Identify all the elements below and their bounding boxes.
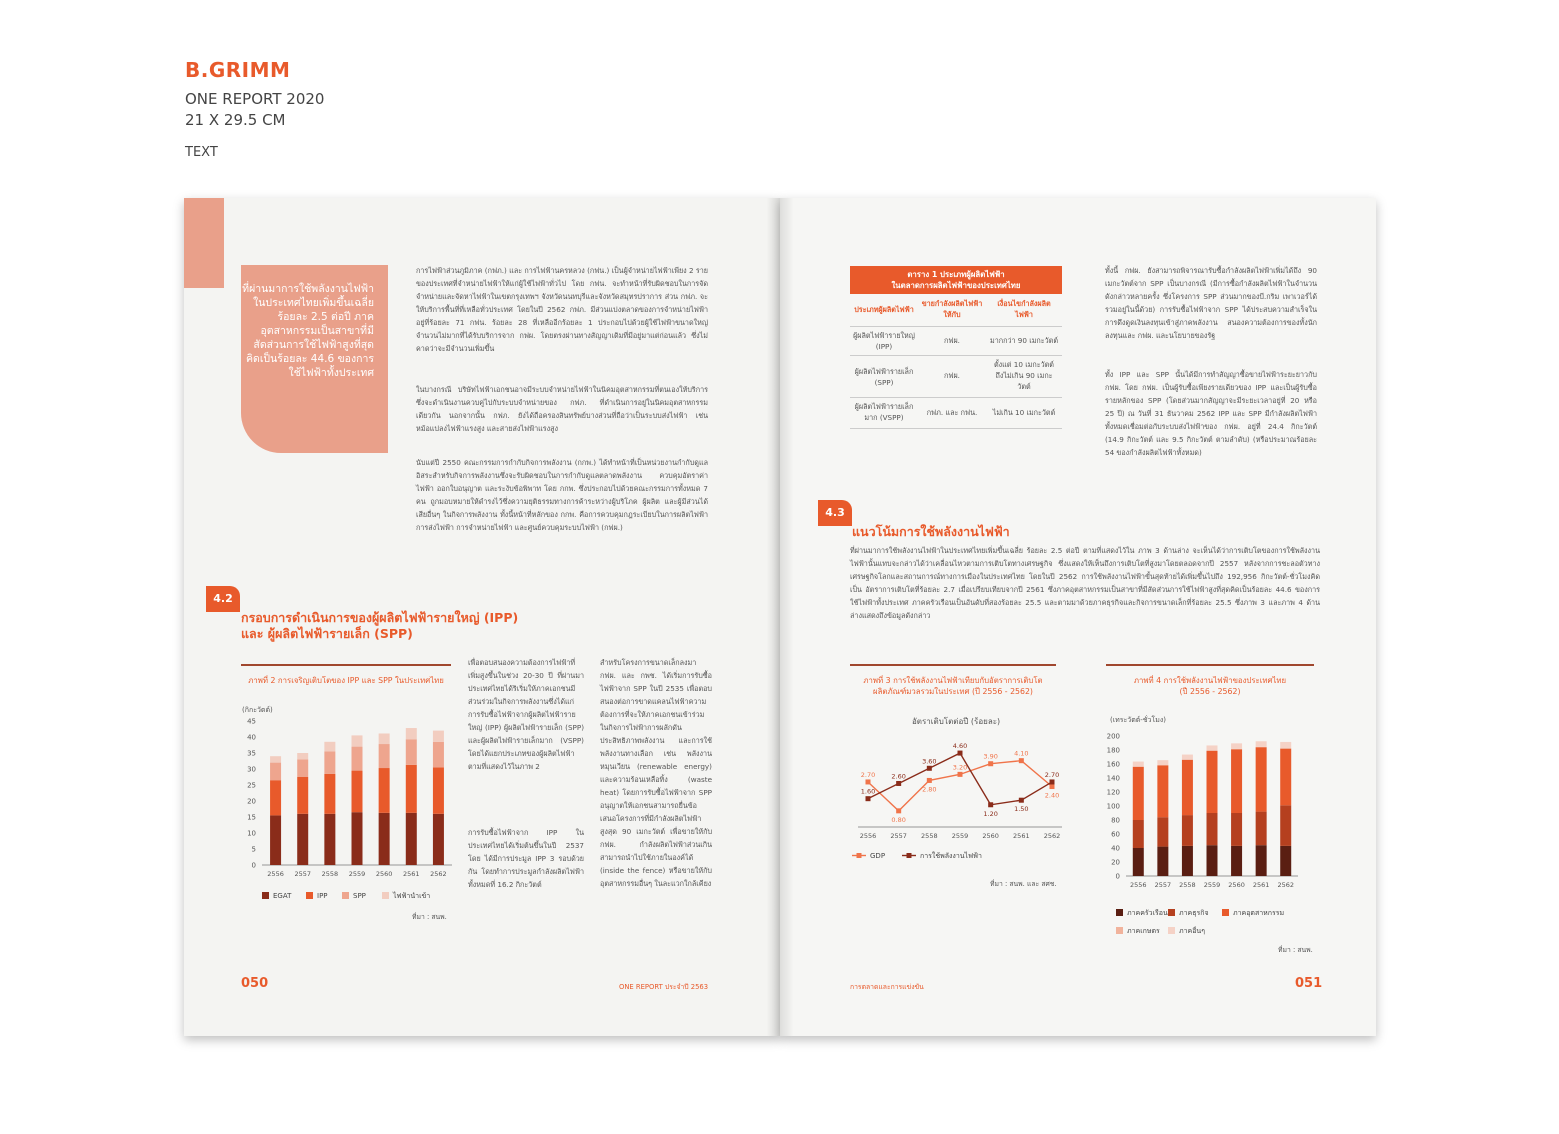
x-tick-label: 2559 [1203, 881, 1221, 889]
chart-4-unit: (เทระวัตต์-ชั่วโมง) [1110, 716, 1167, 724]
legend-label: IPP [317, 892, 328, 900]
bar-segment [352, 812, 363, 865]
bar-segment [1133, 820, 1144, 848]
x-tick-label: 2560 [1228, 881, 1245, 889]
y-tick-label: 15 [247, 813, 256, 822]
table-header: ประเภทผู้ผลิตไฟฟ้า [850, 294, 918, 327]
data-label: 3.90 [983, 752, 998, 761]
data-label: 1.60 [860, 787, 876, 796]
bar-segment [1280, 805, 1291, 846]
y-tick-label: 25 [247, 781, 256, 790]
bar-segment [433, 742, 444, 768]
x-tick-label: 2561 [1252, 881, 1270, 889]
data-point [896, 781, 901, 786]
y-tick-label: 200 [1106, 732, 1120, 741]
section-title-line-2: และ ผู้ผลิตไฟฟ้ารายเล็ก (SPP) [241, 626, 413, 641]
chart-2-title: ภาพที่ 2 การเจริญเติบโตของ IPP และ SPP ในประเทศไทย [248, 676, 444, 685]
body-paragraph-2: ในบางกรณี บริษัทไฟฟ้าเอกชนอาจมีระบบจำหน่ายไฟฟ้าในนิคมอุตสาหกรรมที่ตนเองให้บริการ ซึ่งจะดำเนินงานควบคู่ไปกับระบบจำหน่ายของ กฟภ. ที่ดำเนินการอยู่ในนิคมอุตสาหกรรมเดียวกัน นอกจากนั้น กฟภ. ยังได้ถือครองสินทรัพย์บางส่วนที่ถือว่าเป็นระบบส่งไฟฟ้า เช่น หม้อแปลงไฟฟ้าแรงสูง และสายส่งไฟฟ้าแรงสูง [416, 385, 708, 433]
table-1-grid [850, 294, 1062, 429]
table-row [850, 398, 1062, 429]
y-tick-label: 0 [1115, 872, 1120, 881]
bar-segment [1182, 815, 1193, 846]
x-tick-label: 2557 [294, 870, 311, 878]
x-tick-label: 2562 [430, 870, 447, 878]
section-title: แนวโน้มการใช้พลังงานไฟฟ้า [852, 524, 1010, 539]
page-tab [184, 198, 224, 288]
page-number: 050 [241, 976, 269, 991]
bar-segment [297, 777, 308, 814]
legend-label: การใช้พลังงานไฟฟ้า [920, 852, 982, 860]
bar-segment [1280, 846, 1291, 876]
chart-2-source: ที่มา : สนพ. [412, 913, 447, 921]
chart-4-title-line-2: (ปี 2556 - 2562) [1179, 687, 1241, 696]
y-tick-label: 45 [247, 717, 256, 726]
data-label: 2.40 [1044, 791, 1060, 800]
bar-segment [433, 767, 444, 813]
bar-segment [324, 742, 335, 752]
table-1-caption [850, 266, 1062, 294]
y-tick-label: 0 [251, 861, 256, 870]
bar-segment [406, 728, 417, 739]
legend-swatch [907, 853, 912, 858]
data-point [958, 751, 963, 756]
left-page [184, 198, 780, 1036]
section-title [241, 610, 641, 642]
x-tick-label: 2561 [403, 870, 420, 878]
table-cell: กฟผ. [918, 327, 986, 356]
bar-segment [1182, 760, 1193, 815]
bar-segment [1157, 765, 1168, 817]
bar-segment [1256, 812, 1267, 846]
x-tick-label: 2558 [1179, 881, 1196, 889]
legend-swatch [306, 892, 313, 899]
data-point [927, 766, 932, 771]
data-label: 2.70 [860, 770, 876, 779]
bar-segment [379, 733, 390, 744]
table-cell: ตั้งแต่ 10 เมกะวัตต์ ถึงไม่เกิน 90 เมกะวัตต์ [986, 356, 1062, 398]
data-label: 2.70 [1044, 770, 1060, 779]
bar-segment [1256, 747, 1267, 811]
section-paragraph: ที่ผ่านมาการใช้พลังงานไฟฟ้าในประเทศไทยเพิ่มขึ้นเฉลี่ย ร้อยละ 2.5 ต่อปี ตามที่แสดงไว้ใน ภาพ 3 ด้านล่าง จะเห็นได้ว่าการเติบโตของการใช้พลังงานไฟฟ้านั้นแทบจะกล่าวได้ว่าเคลื่อนไหวตามการเติบโตทางเศรษฐกิจ ซึ่งแสดงให้เห็นถึงการเติบโตที่สูงมาโดยตลอดจากปี 2557 หลังจากการชะลอตัวทางเศรษฐกิจโลกและสถานการณ์ทางการเมืองในประเทศไทย โดยในปี 2562 การใช้พลังงานไฟฟ้าขั้นสุดท้ายได้เพิ่มขึ้นไปถึง 192,956 กิกะวัตต์-ชั่วโมงคิดเป็น อัตราการเติบโตที่ร้อยละ 2.7 เมื่อเปรียบเทียบจากปี 2561 ซึ่งภาคอุตสาหกรรมเป็นสาขาที่มีสัดส่วนการใช้ไฟฟ้าสูงที่สุดคิดเป็นร้อยละ 44.6 ของการใช้ไฟฟ้าทั้งประเทศ ภาคครัวเรือนเป็นอันดับที่สองร้อยละ 25.5 และตามมาด้วยภาคธุรกิจและกิจการขนาดเล็กที่ร้อยละ 25.5 ซึ่งภาพ 3 และภาพ 4 ด้านล่างแสดงถึงข้อมูลดังกล่าว [850, 546, 1320, 620]
report-title: ONE REPORT 2020 [185, 90, 325, 108]
table-cell: ไม่เกิน 10 เมกะวัตต์ [986, 398, 1062, 429]
legend-label: ภาคครัวเรือน [1127, 909, 1168, 917]
section-number: 4.2 [206, 586, 240, 612]
data-label: 2.80 [922, 785, 937, 794]
bar-segment [1157, 760, 1168, 765]
data-point [958, 772, 963, 777]
legend-label: ภาคอุตสาหกรรม [1233, 909, 1285, 917]
chart-rule [1106, 664, 1314, 666]
legend-label: GDP [870, 852, 886, 860]
y-tick-label: 20 [247, 797, 256, 806]
data-label: 2.60 [891, 772, 906, 781]
body-paragraph-3: นับแต่ปี 2550 คณะกรรมการกำกับกิจการพลังงาน (กกพ.) ได้ทำหน้าที่เป็นหน่วยงานกำกับดูแลอิสระสำหรับกิจการพลังงานซึ่งจะรับผิดชอบในการกำกับดูแลตลาดพลังงาน ควบคุมอัตราค่าไฟฟ้า ออกใบอนุญาต และระงับข้อพิพาท โดย กกพ. ซึ่งประกอบไปด้วยคณะกรรมการทั้งหมด 7 คน ถูกมอบหมายให้ดำรงไว้ซึ่งความยุติธรรมทางการค้าระหว่างผู้บริโภค ผู้ผลิต และผู้มีส่วนได้เสียอื่นๆ ในกิจการพลังงาน ทั้งนี้หน้าที่หลักของ กกพ. คือการควบคุมกฎระเบียบในการผลิตไฟฟ้า การส่งไฟฟ้า การจำหน่ายไฟฟ้า และศูนย์ควบคุมระบบไฟฟ้า (กฟผ.) [416, 458, 708, 532]
x-tick-label: 2556 [267, 870, 284, 878]
legend-label: ภาคธุรกิจ [1179, 909, 1209, 917]
table-cell: ผู้ผลิตไฟฟ้ารายเล็กมาก (VSPP) [850, 398, 918, 429]
y-tick-label: 20 [1111, 858, 1120, 867]
bar-segment [1157, 847, 1168, 876]
data-point [988, 802, 993, 807]
legend-label: SPP [353, 892, 366, 900]
bar-segment [1207, 845, 1218, 876]
bar-segment [1157, 817, 1168, 846]
y-tick-label: 60 [1111, 830, 1120, 839]
y-tick-label: 100 [1106, 802, 1120, 811]
y-tick-label: 180 [1106, 746, 1120, 755]
x-tick-label: 2558 [321, 870, 339, 878]
x-tick-label: 2556 [859, 832, 877, 840]
bar-segment [433, 731, 444, 742]
table-header: ขายกำลังผลิตไฟฟ้าให้กับ [918, 294, 986, 327]
bar-segment [1182, 755, 1193, 760]
y-tick-label: 140 [1106, 774, 1120, 783]
section-number: 4.3 [818, 500, 852, 526]
bar-segment [1207, 751, 1218, 813]
bar-segment [270, 756, 281, 762]
data-point [1019, 798, 1024, 803]
bar-segment [1207, 813, 1218, 845]
x-tick-label: 2562 [1043, 832, 1061, 840]
bar-segment [297, 759, 308, 777]
chart-4-source: ที่มา : สนพ. [1278, 946, 1313, 954]
bar-segment [379, 768, 390, 813]
data-label: 3.20 [952, 763, 968, 772]
data-point [1050, 779, 1055, 784]
highlight-callout: ที่ผ่านมาการใช้พลังงานไฟฟ้าในประเทศไทยเพิ่มขึ้นเฉลี่ยร้อยละ 2.5 ต่อปี ภาคอุตสาหกรรมเป็นสาขาที่มีสัดส่วนการใช้ไฟฟ้าสูงที่สุดคิดเป็นร้อยละ 44.6 ของการใช้ไฟฟ้าทั้งประเทศ [241, 265, 388, 453]
content-kind: TEXT [185, 145, 218, 160]
table-cell: ผู้ผลิตไฟฟ้ารายใหญ่ (IPP) [850, 327, 918, 356]
chart-3-title [850, 675, 1056, 697]
x-tick-label: 2556 [1130, 881, 1147, 889]
bar-segment [324, 751, 335, 773]
y-tick-label: 80 [1111, 816, 1120, 825]
data-label: 0.80 [891, 815, 906, 824]
chart-rule [850, 664, 1056, 666]
legend-swatch [262, 892, 269, 899]
x-tick-label: 2557 [890, 832, 907, 840]
bar-segment [1231, 813, 1242, 846]
data-label: 4.60 [952, 742, 968, 751]
bar-segment [1207, 745, 1218, 750]
bar-segment [1256, 845, 1267, 876]
data-point [927, 778, 932, 783]
table-cell: มากกว่า 90 เมกะวัตต์ [986, 327, 1062, 356]
bar-segment [1133, 767, 1144, 820]
section-title-line-1: กรอบการดำเนินการของผู้ผลิตไฟฟ้ารายใหญ่ (IPP) [241, 610, 519, 625]
right-paragraph-1: ทั้งนี้ กฟผ. ยังสามารถพิจารณารับซื้อกำลังผลิตไฟฟ้าเพิ่มได้ถึง 90 เมกะวัตต์จาก SPP เป็นบางกรณี (มีการซื้อกำลังผลิตไฟฟ้าในจำนวน ดังกล่าวหลายครั้ง ซึ่งโครงการ SPP ส่วนมากของบี.กริม เพาเวอร์ได้รวมอยู่ในนี้ด้วย) การรับซื้อไฟฟ้าจาก SPP ได้ประสบความสำเร็จในการดึงดูดเงินลงทุนเข้าสู่ภาคพลังงาน สนองความต้องการของทั้งนักลงทุนและ กฟผ. และนโยบายของรัฐ [1105, 266, 1317, 340]
legend-swatch [857, 853, 862, 858]
bar-segment [270, 780, 281, 815]
y-tick-label: 160 [1106, 760, 1120, 769]
bar-segment [324, 774, 335, 814]
legend-swatch [1116, 909, 1123, 916]
y-tick-label: 30 [247, 765, 256, 774]
table-row [850, 327, 1062, 356]
bar-segment [1231, 846, 1242, 876]
chart-4-title [1106, 675, 1314, 697]
column-2-text: เพื่อตอบสนองความต้องการไฟฟ้าที่เพิ่มสูงขึ้นในช่วง 20-30 ปี ที่ผ่านมา ประเทศไทยได้ริเริ่มให้ภาคเอกชนมีส่วนร่วมในกิจการพลังงานซึ่งได้แก่การรับซื้อไฟฟ้าจากผู้ผลิตไฟฟ้ารายใหญ่ (IPP) ผู้ผลิตไฟฟ้ารายเล็ก (SPP) และผู้ผลิตไฟฟ้ารายเล็กมาก (VSPP) โดยได้แยกประเภทของผู้ผลิตไฟฟ้า ตามที่แสดงไว้ในภาพ 2 [468, 658, 584, 771]
bar-segment [379, 744, 390, 768]
page-size: 21 X 29.5 CM [185, 111, 286, 129]
right-page [780, 198, 1376, 1036]
bar-segment [379, 813, 390, 865]
data-label: 1.50 [1014, 805, 1029, 814]
table-cell: กฟภ. และ กฟน. [918, 398, 986, 429]
bar-segment [1133, 848, 1144, 876]
bar-segment [406, 739, 417, 765]
bar-segment [1280, 742, 1291, 748]
table-row [850, 356, 1062, 398]
table-1 [850, 266, 1062, 429]
table-cell: ผู้ผลิตไฟฟ้ารายเล็ก (SPP) [850, 356, 918, 398]
data-point [1019, 758, 1024, 763]
bar-segment [270, 763, 281, 781]
data-label: 1.20 [983, 809, 998, 818]
bar-segment [352, 747, 363, 771]
bar-segment [1280, 749, 1291, 806]
bar-segment [433, 814, 444, 865]
chart-2 [234, 713, 459, 933]
bar-segment [352, 771, 363, 813]
legend-swatch [1116, 927, 1123, 934]
legend-swatch [382, 892, 389, 899]
legend-swatch [342, 892, 349, 899]
right-paragraph-2: ทั้ง IPP และ SPP นั้นได้มีการทำสัญญาซื้อขายไฟฟ้าระยะยาวกับ กฟผ. โดย กฟผ. เป็นผู้รับซื้อเพียงรายเดียวของ IPP และเป็นผู้รับซื้อรายหลักของ SPP (โดยส่วนมากสัญญาจะมีระยะเวลาอยู่ที่ 20 หรือ 25 ปี) ณ วันที่ 31 ธันวาคม 2562 IPP และ SPP มีกำลังผลิตไฟฟ้าทั้งหมดเชื่อมต่อกับระบบส่งไฟฟ้าของ กฟผ. อยู่ที่ 24.4 กิกะวัตต์ (14.9 กิกะวัตต์ และ 9.5 กิกะวัตต์ ตามลำดับ) (หรือประมาณร้อยละ 54 ของกำลังผลิตไฟฟ้าทั้งหมด) [1105, 370, 1317, 457]
y-tick-label: 120 [1106, 788, 1120, 797]
bar-segment [406, 813, 417, 865]
table-cell: กฟผ. [918, 356, 986, 398]
x-tick-label: 2557 [1154, 881, 1172, 889]
chart-3-title-line-2: ผลิตภัณฑ์มวลรวมในประเทศ (ปี 2556 - 2562) [873, 687, 1033, 696]
data-point [988, 761, 993, 766]
brand-logo: B.GRIMM [185, 58, 291, 82]
bar-segment [406, 765, 417, 813]
legend-label: EGAT [273, 892, 292, 900]
chart-3-title-line-1: ภาพที่ 3 การใช้พลังงานไฟฟ้าเทียบกับอัตราการเติบโต [863, 676, 1043, 685]
bar-segment [1182, 846, 1193, 876]
x-tick-label: 2559 [951, 832, 969, 840]
table-1-caption-line-1: ตาราง 1 ประเภทผู้ผลิตไฟฟ้า [907, 270, 1005, 279]
page-number: 051 [1295, 976, 1323, 991]
x-tick-label: 2562 [1277, 881, 1294, 889]
bar-segment [1133, 762, 1144, 767]
data-point [1050, 784, 1055, 789]
bar-segment [1231, 749, 1242, 813]
bar-segment [352, 735, 363, 746]
chart-3-source: ที่มา : สนพ. และ สศช. [990, 880, 1057, 888]
legend-swatch [1168, 909, 1175, 916]
x-tick-label: 2558 [921, 832, 938, 840]
chart-rule [241, 664, 451, 666]
y-tick-label: 10 [247, 829, 256, 838]
y-tick-label: 35 [247, 749, 256, 758]
y-tick-label: 5 [251, 845, 256, 854]
data-point [866, 796, 871, 801]
legend-swatch [1168, 927, 1175, 934]
chart-3 [844, 733, 1064, 873]
x-tick-label: 2561 [1013, 832, 1030, 840]
bar-segment [1256, 741, 1267, 747]
data-label: 4.10 [1014, 749, 1029, 758]
bar-segment [297, 814, 308, 865]
running-footer: ONE REPORT ประจำปี 2563 [619, 983, 709, 991]
chart-4-title-line-1: ภาพที่ 4 การใช้พลังงานไฟฟ้าของประเทศไทย [1133, 676, 1287, 685]
data-point [866, 779, 871, 784]
chart-3-unit: อัตราเติบโตต่อปี (ร้อยละ) [912, 717, 1001, 726]
running-footer: การตลาดและการแข่งขัน [850, 983, 924, 991]
column-3-text: สำหรับโครงการขนาดเล็กลงมา กฟผ. และ กพช. ได้เริ่มการรับซื้อไฟฟ้าจาก SPP ในปี 2535 เพื่อตอบสนองต่อการขาดแคลนไฟฟ้าความต้องการที่จะให้ภาคเอกชนเข้าร่วมในกิจการไฟฟ้าการผลักดันประสิทธิภาพพลังงาน และการใช้พลังงานทางเลือก เช่น พลังงานหมุนเวียน (renewable energy) และความร้อนเหลือทิ้ง (waste heat) โดยการรับซื้อไฟฟ้าจาก SPP อนุญาตให้เอกชนสามารถยื่นข้อเสนอโครงการที่มีกำลังผลิตไฟฟ้าสูงสุด 90 เมกะวัตต์ เพื่อขายให้กับ กฟผ. กำลังผลิตไฟฟ้าส่วนเกินสามารถนำไปใช้ภายในองค์ได้ (inside the fence) หรือขายให้กับอุตสาหกรรมอื่นๆ ในละแวกใกล้เคียง [600, 658, 712, 888]
y-tick-label: 40 [1111, 844, 1120, 853]
spine-shadow [766, 198, 794, 1036]
table-1-caption-line-2: ในตลาดการผลิตไฟฟ้าของประเทศไทย [891, 281, 1021, 290]
legend-label: ภาคอื่นๆ [1179, 927, 1205, 935]
legend-swatch [1222, 909, 1229, 916]
column-2b-text: การรับซื้อไฟฟ้าจาก IPP ในประเทศไทยได้เริ่มต้นขึ้นในปี 2537 โดย ได้มีการประมูล IPP 3 รอบด้วยกัน โดยทำการประมูลกำลังผลิตไฟฟ้าทั้งหมดที่ 16.2 กิกะวัตต์ [468, 828, 584, 889]
body-paragraph-1: การไฟฟ้าส่วนภูมิภาค (กฟภ.) และ การไฟฟ้านครหลวง (กฟน.) เป็นผู้จำหน่ายไฟฟ้าเพียง 2 รายของประเทศที่จำหน่ายไฟฟ้าให้แก่ผู้ใช้ไฟฟ้าทั่วไป โดย กฟน. จะทำหน้าที่รับผิดชอบในการจัดจำหน่ายและจัดหาไฟฟ้าในเขตกรุงเทพฯ จังหวัดนนทบุรีและจังหวัดสมุทรปราการ ส่วน กฟภ. จะให้บริการพื้นที่ที่เหลือทั่วประเทศ โดยในปี 2562 กฟภ. มีส่วนแบ่งตลาดของการจำหน่ายไฟฟ้าอยู่ที่ร้อยละ 71 กฟน. ร้อยละ 28 ที่เหลืออีกร้อยละ 1 ประกอบไปด้วยผู้ใช้ไฟฟ้าขนาดใหญ่จำนวนไม่มากที่ได้รับบริการจาก กฟผ. โดยตรงผ่านทางสัญญาเดิมที่มีอยู่มาแต่ก่อนแล้ว ซึ่งไม่คาดว่าจะมีจำนวนเพิ่มขึ้น [416, 266, 708, 353]
data-point [896, 808, 901, 813]
bar-segment [324, 814, 335, 865]
x-tick-label: 2560 [375, 870, 393, 878]
data-label: 3.60 [922, 757, 937, 766]
y-tick-label: 40 [247, 733, 256, 742]
bar-segment [1231, 743, 1242, 749]
bar-segment [270, 815, 281, 865]
bar-segment [297, 753, 308, 759]
chart-4 [1098, 726, 1323, 956]
table-header-row [850, 294, 1062, 327]
chart-2-unit: (กิกะวัตต์) [242, 706, 273, 714]
legend-label: ภาคเกษตร [1127, 927, 1160, 935]
legend-label: ไฟฟ้านำเข้า [393, 892, 431, 900]
x-tick-label: 2559 [348, 870, 366, 878]
x-tick-label: 2560 [982, 832, 999, 840]
table-header: เงื่อนไขกำลังผลิตไฟฟ้า [986, 294, 1062, 327]
